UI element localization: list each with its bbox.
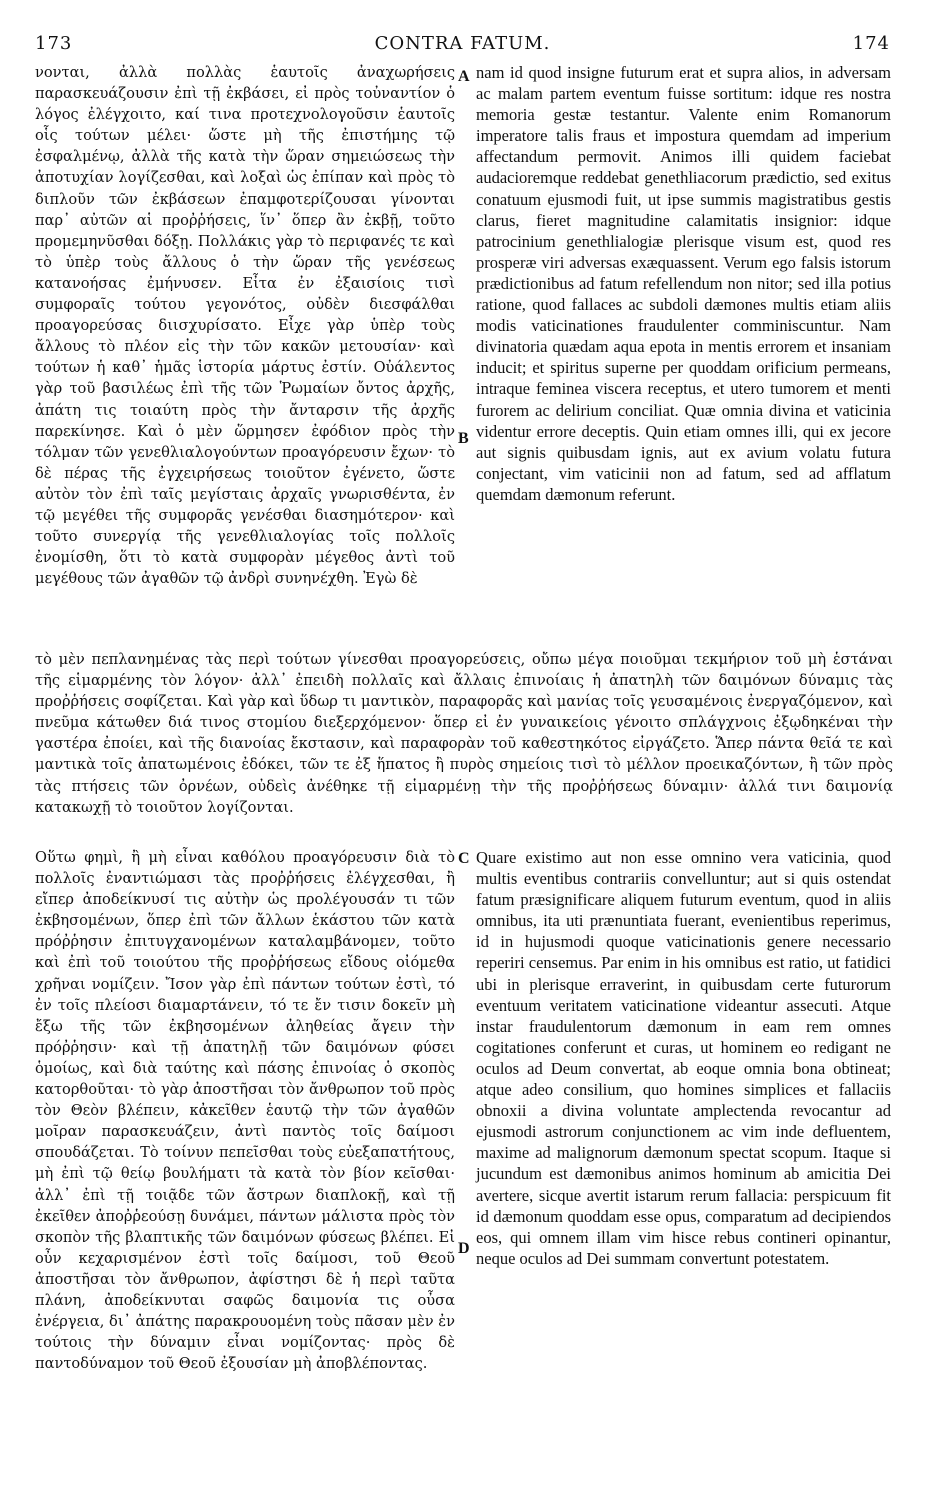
section-marker-a: A — [458, 68, 470, 85]
page-number-left: 173 — [35, 33, 73, 54]
latin-text-block-c: Quare existimo aut non esse omnino vera vaticinia, quod multis eventibus contrariis convelluntur; aut si quis ostendat fatum præsignificare aliquem futurum eventum, quod in aliis omnibus, ita uti prænuntiata fuerant, evenientibus reperimus, id in hujusmodi quoque vaticinationis genere necessario reperiri censemus. Par enim in his omnibus est ratio, ut fatidici ubi in plerisque erraverint, in quibusdam certe futurorum eventuum veritatem vaticinatione videantur assecuti. Atque instar fraudulentorum dæmonum in eam rem omnes cogitationes conferunt et curas, ut hominem eo redigant ne oculos ad Deum convertat, ab eoque omnia bona obtineat; atque adeo consilium, quo homines simplices et fallaciis obnoxii a divina voluntate amplectenda revocantur ad ejusmodi astrorum conjunctionem ac vim inde defluentem, maxime ad malignorum dæmonum spectat scopum. Itaque si jucundum est dæmonibus animos hominum ab amicitia Dei avertere, sicque avertit istarum rerum fallacia: perspicuum fit id dæmonum quoddam esse opus, comparatum ad decipiendos eos, qui omnem illam vim hisce rebus contineri opinantur, neque oculos ad Dei summam convertunt potestatem. — [476, 848, 891, 1268]
running-title: CONTRA FATUM. — [374, 33, 551, 54]
greek-text-block-c: Οὕτω φημὶ, ἢ μὴ εἶναι καθόλου προαγόρευσιν διὰ τὸ πολλοῖς ἐναντιώμασι τὰς προῤῥήσεις ἐλέγχεσθαι, ἢ εἴπερ ἀποδείκνυσί τις αὐτὴν ὡς προλέγουσάν τι τῶν ἐκβησομένων, ὅπερ ἐπὶ τῶν ἄλλων ἑκάστου τῶν κατὰ πρόῤῥησιν ἐπιτυγχανομένων καταλαμβάνομεν, τοῦτο καὶ ἐπὶ τοῦ τοιούτου τῆς προῤῥήσεως εἴδους οἰόμεθα χρῆναι νομίζειν. Ἴσον γὰρ ἐπὶ πάντων τούτων ἐστὶ, τό ἐν τοῖς πλείοσι διαμαρτάνειν, τό τε ἔν τισιν δοκεῖν μὴ ἔξω τῆς τῶν ἐκβησομένων ἀληθείας ἄγειν τὴν πρόῤῥησιν· καὶ τῇ ἀπατηλῇ τῶν δαιμόνων φύσει ὁμοίως, καὶ διὰ ταύτης καὶ πάσης ἐπινοίας ὁ σκοπὸς κατορθοῦται· τὸ γὰρ ἀποστῆσαι τὸν ἄνθρωπον τοῦ πρὸς τὸν Θεὸν βλέπειν, κἀκεῖθεν ἑαυτῷ τὴν τῶν ἀγαθῶν μοῖραν παρασκευάζειν, ἀντὶ παντὸς τοῖς δαίμοσι σπουδάζεται. Τὸ τοίνυν πεπεῖσθαι τοὺς εὐεξαπατήτους, μὴ ἐπὶ τῷ θείῳ βουλήματι τὰ κατὰ τὸν βίον κεῖσθαι· ἀλλ᾽ ἐπὶ τῇ τοιᾷδε τῶν ἄστρων διαπλοκῇ, καὶ τῇ ἐκεῖθεν ἀποῤῥεούσῃ δυνάμει, πάντων μάλιστα πρὸς τὸν σκοπὸν τῆς βλαπτικῆς τῶν δαιμόνων φύσεως βλέπει. Εἰ οὖν κεχαρισμένον ἐστὶ τοῖς δαίμοσι, τοῦ Θεοῦ ἀποστῆσαι τὸν ἄνθρωπον, ἀφίστησι δὲ ἡ περὶ ταῦτα πλάνη, ἀποδείκνυται σαφῶς δαιμονία τις οὖσα ἐνέργεια, δι᾽ ἀπάτης παρακρουομένη τοὺς πᾶσαν μὲν ἐν τούτοις τὴν δύναμιν εἶναι νομίζοντας· πρὸς δὲ παντοδύναμον τοῦ Θεοῦ ἐξουσίαν μὴ ἀποβλέποντας. — [35, 849, 455, 1373]
greek-text-full-width: τὸ μὲν πεπλανημένας τὰς περὶ τούτων γίνεσθαι προαγορεύσεις, οὔπω μέγα ποιοῦμαι τεκμήριον τοῦ μὴ ἑστάναι τῆς εἱμαρμένης τὸν λόγον· ἀλλ᾽ ἐπειδὴ πολλαῖς καὶ ἄλλαις ἐπινοίαις ἡ ἀπατηλὴ τῶν δαιμόνων δύναμις τὰς προῤῥήσεις σοφίζεται. Καὶ γὰρ καὶ ὕδωρ τι μαντικὸν, παραφορᾶς καὶ μανίας τοῖς γευσαμένοις ἐνεργαζόμενον, καὶ πνεῦμα κάτωθεν διά τινος στομίου διεξερχόμενον· ὅπερ εἰ ἐν γυναικείοις γένοιτο σπλάγχνοις ἐξῳδηκέναι τὴν γαστέρα ἐποίει, καὶ τῆς διανοίας ἔκστασιν, καὶ παραφορὰν τοῦ καθεστηκότος εἰργάζετο. Ἅπερ πάντα θεῖά τε καὶ μαντικὰ τοῖς ἀπατωμένοις ἐδόκει, τῶν τε ἐξ ἥπατος ἢ πυρὸς σημείοις τισὶ τὸ μέλλον προεικαζόντων, ἢ τῶν πρὸς τὰς πτήσεις τῶν ὀρνέων, οὐδεὶς ἀνέθηκε τῇ εἱμαρμένῃ τὴν τῆς προῤῥήσεως δύναμιν· ἀλλά τινι δαιμονίᾳ κατακωχῇ τὸ τοιοῦτον λογίζονται. — [35, 651, 893, 816]
section-marker-b: B — [458, 430, 469, 447]
greek-text-block-a: νονται, ἀλλὰ πολλὰς ἑαυτοῖς ἀναχωρήσεις παρασκευάζουσιν ἐπὶ τῇ ἐκβάσει, εἰ πρὸς τοὐναντίον ὁ λόγος ἐλέγχοιτο, καί τινα προτεχνολογοῦσιν ἑαυτοῖς οἷς τούτων μέλει· ὥστε μὴ τῆς ἐπιστήμης τῷ ἐσφαλμένῳ, ἀλλὰ τῆς κατὰ τὴν ὥραν σημειώσεως τὴν ἀποτυχίαν λογίζεσθαι, καὶ λοξαὶ ὡς ἐπίπαν καὶ πρὸς τὸ διπλοῦν τῶν ἐκβάσεων ἐπαμφοτερίζουσαι γίνονται παρ᾽ αὐτῶν αἱ προῤῥήσεις, ἵν᾽ ὅπερ ἂν ἐκβῇ, τοῦτο προμεμηνῦσθαι δόξῃ. Πολλάκις γὰρ τὸ περιφανές τε καὶ τὸ ὑπὲρ τοὺς ἄλλους ὁ τὴν ὥραν τῆς γενέσεως κατανοήσας ἐμήνυσεν. Εἶτα ἐν ἐξαισίοις τισὶ συμφοραῖς τούτου γεγονότος, οὐδὲν διεσφάλθαι προαγορεύσας διισχυρίσατο. Εἶχε γὰρ ὑπὲρ τοὺς ἄλλους τὸ πλέον εἰς τὴν τῶν κακῶν μετουσίαν· καὶ τούτων ἡ καθ᾽ ἡμᾶς ἱστορία μάρτυς ἐστίν. Οὐάλεντος γὰρ τοῦ βασιλέως ἐπὶ τῆς τῶν Ῥωμαίων ὄντος ἀρχῆς, ἀπάτη τις τοιαύτη πρὸς τὴν ἄνταρσιν τῆς ἀρχῆς παρεκίνησε. Καὶ ὁ μὲν ὥρμησεν ἐφόδιον πρὸς τὴν τόλμαν τῶν γενεθλιαλογούντων προαγόρευσιν ἔχων· τὸ δὲ πέρας τῆς ἐγχειρήσεως τοιοῦτον ἐγένετο, ὥστε αὐτὸν τὸν ἐπὶ ταῖς μεγίσταις ἀρχαῖς γνωρισθέντα, ἐν τῷ μεγέθει τῆς συμφορᾶς γενέσθαι διασημότερον· καὶ τοῦτο συνεργίᾳ τῆς γενεθλιαλογίας τοῖς πολλοῖς ἐνομίσθη, ὅτι τὸ κατὰ συμφορὰν μέγεθος ἀντὶ τοῦ μεγέθους τῶν ἀγαθῶν τῷ ἀνδρὶ συνηνέχθη. Ἐγὼ δὲ — [35, 64, 455, 588]
section-marker-c: C — [458, 850, 470, 867]
latin-text-block-a: nam id quod insigne futurum erat et supra alios, in adversam ac malam partem eventum fuisse sortitum: idque res nostra memoria gestæ testantur. Valente enim Romanorum imperatore talis fraus et impostura quemdam ad imperium affectandum permovit. Animos illi quidem faciebat audacioremque reddebat genethliacorum prædictio, sed exitus conatuum ejusmodi fuit, ut ipse summis magistratibus gestis clarus, fieret magnitudine calamitatis insignior: idque patrocinium genethlialogiæ plerisque visum est, quod res prosperæ viri adversas exæquassent. Verum ego falsis istorum prædictionibus ad fatum refellendum non nitor; sed illa potius ratione, quod fallaces ac subdoli dæmones multis etiam aliis modis vaticinationes fraudulenter comminiscuntur. Nam divinatoria quædam aqua epota in mentis errorem et insaniam inducit; et spiritus superne per quoddam orificium permeans, intraque feminea viscera receptus, et utero tumorem et menti furorem ac delirium conciliat. Quæ omnia divina et vaticinia videntur errore deceptis. Quin etiam omnes illi, qui ex jecore aut signis quibusdam ignis, aut ex avium volatu futura conjectant, vim vaticinii non ad fatum, sed ad afflatum quemdam dæmonum referunt. — [476, 63, 891, 504]
section-marker-d: D — [458, 1240, 470, 1257]
page-number-right: 174 — [852, 33, 890, 54]
